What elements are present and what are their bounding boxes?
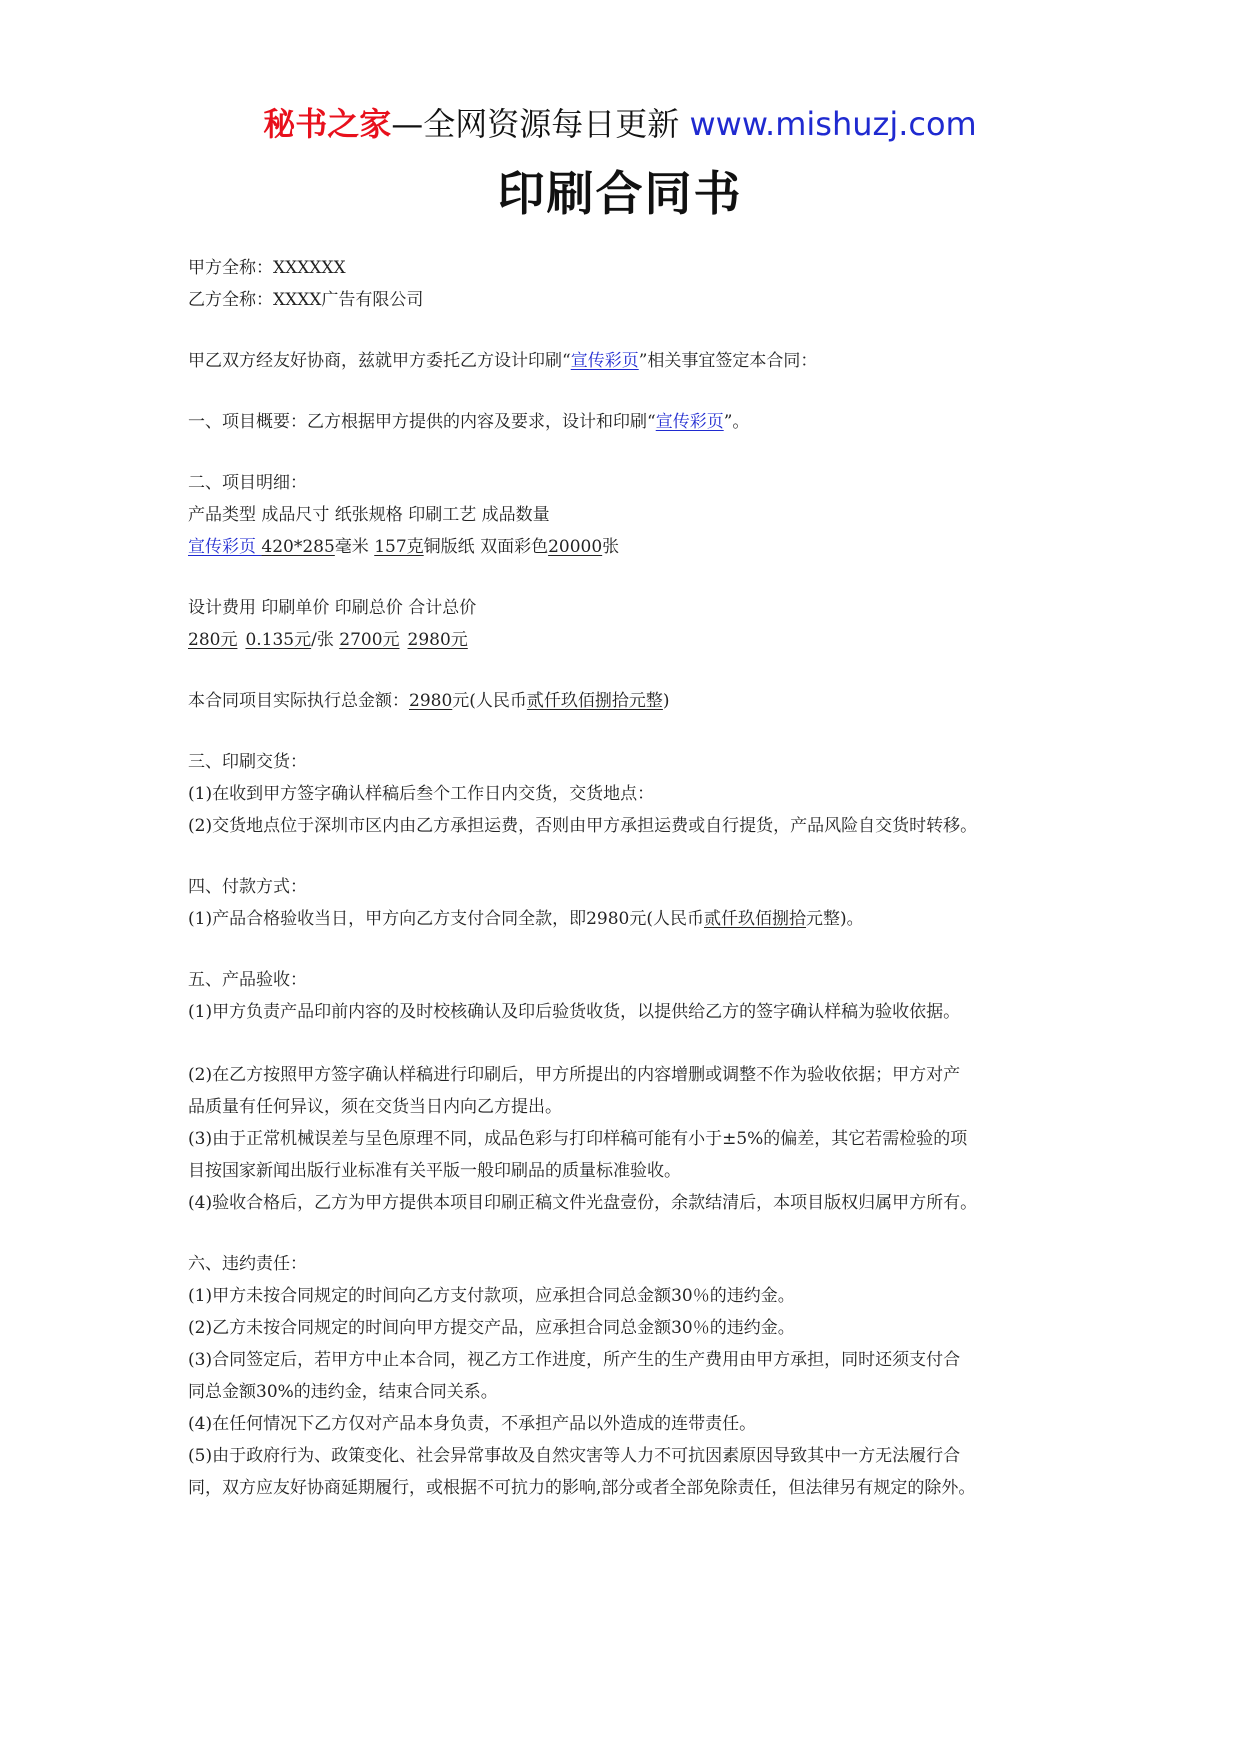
section-3-item-2: (2)交货地点位于深圳市区内由乙方承担运费，否则由甲方承担运费或自行提货，产品风险自交货时转移。 [188,816,978,836]
section-5-item-3-line-2: 目按国家新闻出版行业标准有关平版一般印刷品的质量标准验收。 [188,1161,681,1181]
site-tagline: —全网资源每日更新 [391,105,690,143]
section-6-item-3-line-1: (3)合同签定后，若甲方中止本合同，视乙方工作进度，所产生的生产费用由甲方承担，同时还须支付合 [188,1350,961,1370]
product-size-unit: 毫米 [334,537,375,557]
section-1-text-post: ”。 [723,412,750,432]
section-4-heading: 四、付款方式： [188,877,307,897]
section-5-item-3-line-1: (3)由于正常机械误差与呈色原理不同，成品色彩与打印样稿可能有小于±5%的偏差，其它若需检验的项 [188,1129,968,1149]
paper-spec-rest: 铜版纸 双面彩色 [423,537,549,557]
section-6-item-5-line-1: (5)由于政府行为、政策变化、社会异常事故及自然灾害等人力不可抗因素原因导致其中一方无法履行合 [188,1446,961,1466]
grand-total: 2980元 [407,630,468,650]
section-6-item-1: (1)甲方未按合同规定的时间向乙方支付款项，应承担合同总金额30％的违约金。 [188,1286,795,1306]
section-5-item-1: (1)甲方负责产品印前内容的及时校核确认及印后验货收货，以提供给乙方的签字确认样稿为验收依据。 [188,1002,961,1022]
detail-table-row [188,531,1068,563]
section-5-heading: 五、产品验收： [188,970,307,990]
design-fee: 280元 [188,630,238,650]
section-2-heading: 二、项目明细： [188,473,307,493]
intro-product-link[interactable]: 宣传彩页 [570,351,639,371]
unit-price: 0.135元 [245,630,312,650]
document-title: 印刷合同书 [497,167,743,222]
total-text-pre: 本合同项目实际执行总金额： [188,691,409,711]
product-type-link[interactable]: 宣传彩页 [188,537,262,557]
section-4-amount-words: 贰仟玖佰捌拾 [703,909,806,929]
section-1-overview [188,406,1068,438]
section-6-item-5-line-2: 同，双方应友好协商延期履行，或根据不可抗力的影响,部分或者全部免除责任，但法律另有规定的除外。 [188,1478,976,1498]
section-1-text-pre: 一、项目概要：乙方根据甲方提供的内容及要求，设计和印刷“ [188,412,656,432]
unit-price-suffix: /张 [311,630,340,650]
section-6-item-2: (2)乙方未按合同规定的时间向甲方提交产品，应承担合同总金额30％的违约金。 [188,1318,795,1338]
intro-text-post: ”相关事宜签定本合同： [638,351,818,371]
paper-weight: 157克 [374,537,424,557]
section-1-product-link[interactable]: 宣传彩页 [655,412,724,432]
intro-text-pre: 甲乙双方经友好协商，兹就甲方委托乙方设计印刷“ [188,351,571,371]
site-url-link[interactable]: www.mishuzj.com [689,105,977,143]
party-a-line: 甲方全称：XXXXXX [188,258,346,278]
intro-paragraph [188,345,1068,377]
price-table-row [188,624,1068,656]
section-4-text-post: 元整)。 [805,909,864,929]
contract-total-amount [188,685,1068,717]
section-6-heading: 六、违约责任： [188,1254,307,1274]
total-amount-value: 2980 [409,691,453,711]
site-header [0,100,1240,148]
section-4-text-pre: (1)产品合格验收当日，甲方向乙方支付合同全款，即2980元(人民币 [188,909,704,929]
contract-body [188,252,1068,1504]
detail-table-header: 产品类型 成品尺寸 纸张规格 印刷工艺 成品数量 [188,505,550,525]
product-quantity: 20000 [548,537,603,557]
site-brand: 秘书之家 [263,105,392,143]
section-5-item-4: (4)验收合格后，乙方为甲方提供本项目印刷正稿文件光盘壹份，余款结清后，本项目版权归属甲方所有。 [188,1193,978,1213]
total-amount-words: 贰仟玖佰捌拾元整 [526,691,663,711]
section-3-heading: 三、印刷交货： [188,752,307,772]
product-quantity-unit: 张 [602,537,620,557]
section-6-item-4: (4)在任何情况下乙方仅对产品本身负责，不承担产品以外造成的连带责任。 [188,1414,757,1434]
total-text-post: ) [662,691,670,711]
section-5-item-2-line-1: (2)在乙方按照甲方签字确认样稿进行印刷后，甲方所提出的内容增删或调整不作为验收依据；甲方对产 [188,1065,961,1085]
section-6-item-3-line-2: 同总金额30%的违约金，结束合同关系。 [188,1382,498,1402]
product-size: 420*285 [261,537,335,557]
section-5-item-2-line-2: 品质量有任何异议，须在交货当日内向乙方提出。 [188,1097,562,1117]
print-total: 2700元 [339,630,400,650]
party-b-line: 乙方全称：XXXX广告有限公司 [188,290,424,310]
section-4-item-1 [188,903,1068,935]
total-text-mid: 元(人民币 [452,691,527,711]
section-3-item-1: (1)在收到甲方签字确认样稿后叁个工作日内交货，交货地点： [188,784,655,804]
price-table-header: 设计费用 印刷单价 印刷总价 合计总价 [188,598,477,618]
